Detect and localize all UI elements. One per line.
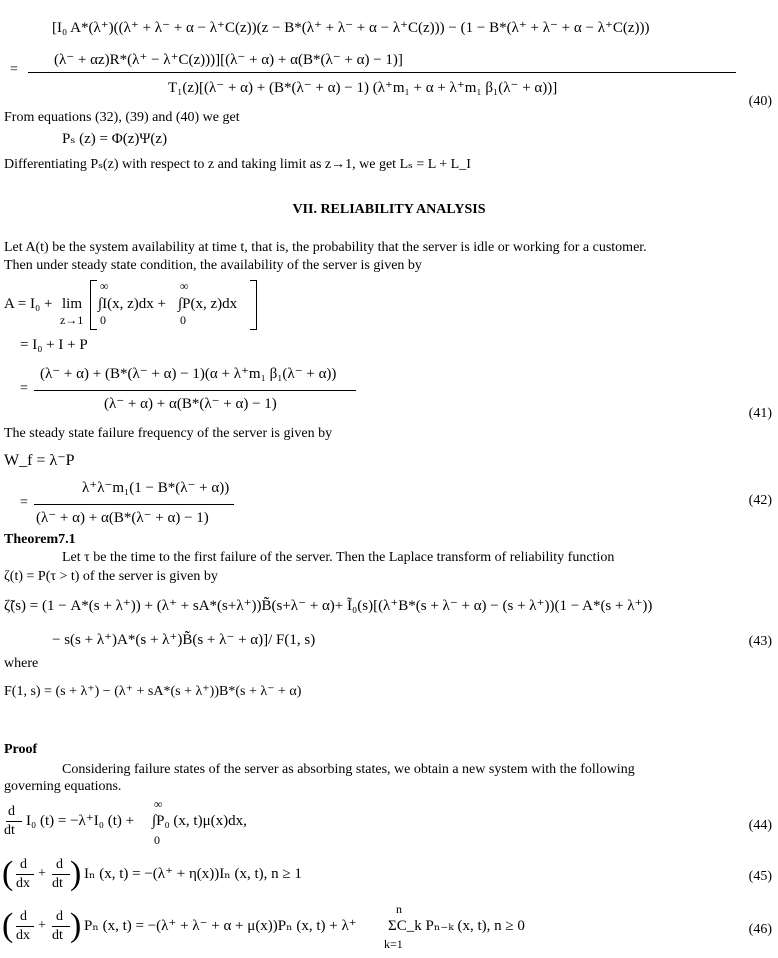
eq41-line2: = I₀ + I + P: [20, 337, 88, 353]
eq45-dx: dx: [16, 876, 30, 891]
eq41-integral-i: ∫I(x, z)dx +: [98, 296, 166, 312]
eq41-left-bracket: [90, 280, 97, 330]
eq41-fraction-bar: [34, 390, 356, 391]
eq41-number: (41): [748, 406, 772, 421]
eq45-d2: d: [56, 857, 63, 872]
eq44-d: d: [8, 804, 15, 819]
eq46-right-paren: ): [70, 907, 82, 944]
eq46-fraction-bar-2: [52, 926, 70, 927]
eq46-sum-top: n: [396, 902, 402, 916]
eq40-fraction-bar: [28, 72, 736, 73]
theorem-text-line2: ζ(t) = P(τ > t) of the server is given by: [4, 569, 218, 584]
eq41-equals: =: [20, 381, 28, 396]
eq45-fraction-bar-2: [52, 874, 70, 875]
proof-text-line1: Considering failure states of the server as absorbing states, we obtain a new system with the following: [62, 762, 635, 777]
eq40-number: (40): [748, 94, 772, 109]
eq44-dt: dt: [4, 823, 15, 838]
eq-ps: Pₛ (z) = Φ(z)Ψ(z): [62, 131, 168, 147]
eq46-left-paren: (: [2, 907, 14, 944]
eq46-sum: ΣC_k Pₙ₋ₖ (x, t), n ≥ 0: [388, 918, 525, 934]
eq43-line1: ζ̃(s) = (1 − A*(s + λ⁺)) + (λ⁺ + sA*(s+λ⁺))B̃̃(s+λ⁻ + α)+ Ĩ₀(s)[(λ⁺B*(s + λ⁻ + α) − (s + λ⁺))(1 − A*(s + λ⁺)): [4, 598, 653, 614]
eq41-infinity-2: ∞: [180, 279, 189, 293]
eq45-d1: d: [20, 857, 27, 872]
theorem-text-line1: Let τ be the time to the first failure of the server. Then the Laplace transform of reliability function: [62, 550, 615, 565]
eq44-zero: 0: [154, 833, 160, 847]
eq40-equals: =: [10, 62, 18, 77]
proof-text-line2: governing equations.: [4, 779, 122, 794]
text-differentiating: Differentiating Pₛ(z) with respect to z and taking limit as z→1, we get Lₛ = L + L_I: [4, 157, 471, 172]
eq41-denominator: (λ⁻ + α) + α(B*(λ⁻ + α) − 1): [104, 396, 277, 412]
eq45-plus: +: [38, 866, 46, 881]
text-from-equations: From equations (32), (39) and (40) we get: [4, 110, 240, 125]
eq46-plus: +: [38, 918, 46, 933]
eq46-dt: dt: [52, 928, 63, 943]
eq44-body: I₀ (t) = −λ⁺I₀ (t) +: [26, 813, 135, 829]
section-title: VII. RELIABILITY ANALYSIS: [292, 202, 486, 217]
eq43-line2: − s(s + λ⁺)A*(s + λ⁺)B̃̃(s + λ⁻ + α)]/ F(1, s): [52, 632, 316, 648]
eq45-body: Iₙ (x, t) = −(λ⁺ + η(x))Iₙ (x, t), n ≥ 1: [84, 866, 302, 882]
eq45-number: (45): [748, 869, 772, 884]
eq46-fraction-bar-1: [16, 926, 34, 927]
eq45-left-paren: (: [2, 855, 14, 892]
eq41-zero-2: 0: [180, 313, 186, 327]
eq46-number: (46): [748, 922, 772, 937]
eq45-fraction-bar-1: [16, 874, 34, 875]
eq41-numerator: (λ⁻ + α) + (B*(λ⁻ + α) − 1)(α + λ⁺m₁ β₁(λ⁻ + α)): [40, 366, 337, 382]
eq42-fraction-bar: [34, 504, 234, 505]
eq-F: F(1, s) = (s + λ⁺) − (λ⁺ + sA*(s + λ⁺))B*(s + λ⁻ + α): [4, 684, 302, 699]
eq45-right-paren: ): [70, 855, 82, 892]
eq44-number: (44): [748, 818, 772, 833]
eq42-number: (42): [748, 493, 772, 508]
eq42-lhs: W_f = λ⁻P: [4, 452, 75, 469]
eq41-integral-p: ∫P(x, z)dx: [178, 296, 238, 312]
eq41-infinity-1: ∞: [100, 279, 109, 293]
para-availability-line2: Then under steady state condition, the availability of the server is given by: [4, 258, 422, 273]
eq41-lhs: A = I₀ +: [4, 296, 53, 312]
eq42-denominator: (λ⁻ + α) + α(B*(λ⁻ + α) − 1): [36, 510, 209, 526]
proof-title: Proof: [4, 742, 38, 757]
eq45-dt: dt: [52, 876, 63, 891]
eq46-dx: dx: [16, 928, 30, 943]
eq44-integral: ∫P₀ (x, t)μ(x)dx,: [152, 813, 247, 829]
eq44-fraction-bar: [6, 821, 22, 822]
eq44-infinity: ∞: [154, 797, 163, 811]
text-failure-frequency: The steady state failure frequency of the server is given by: [4, 426, 333, 441]
eq40-numerator-line2: (λ⁻ + αz)R*(λ⁺ − λ⁺C(z)))][(λ⁻ + α) + α(B*(λ⁻ + α) − 1)]: [54, 52, 403, 68]
eq42-equals: =: [20, 495, 28, 510]
para-availability-line1: Let A(t) be the system availability at time t, that is, the probability that the server is idle or working for a customer.: [4, 240, 647, 255]
eq46-d1: d: [20, 909, 27, 924]
eq42-numerator: λ⁺λ⁻m₁(1 − B*(λ⁻ + α)): [82, 480, 230, 496]
eq43-number: (43): [748, 634, 772, 649]
eq41-lim-subscript: z→1: [60, 313, 84, 327]
text-where: where: [4, 656, 39, 671]
eq46-body: Pₙ (x, t) = −(λ⁺ + λ⁻ + α + μ(x))Pₙ (x, t) + λ⁺: [84, 918, 357, 934]
eq46-sum-bottom: k=1: [384, 937, 403, 951]
eq41-right-bracket: [250, 280, 257, 330]
theorem-title: Theorem7.1: [4, 532, 76, 547]
eq46-d2: d: [56, 909, 63, 924]
eq41-lim: lim: [62, 296, 83, 312]
eq40-numerator-line1: [I₀ A*(λ⁺)((λ⁺ + λ⁻ + α − λ⁺C(z))(z − B*(λ⁺ + λ⁻ + α − λ⁺C(z))) − (1 − B*(λ⁺ + λ⁻ + α − λ⁺C(z))): [52, 20, 650, 36]
eq40-denominator: T₁(z)[(λ⁻ + α) + (B*(λ⁻ + α) − 1) (λ⁺m₁ + α + λ⁺m₁ β₁(λ⁻ + α))]: [168, 80, 558, 96]
eq41-zero-1: 0: [100, 313, 106, 327]
